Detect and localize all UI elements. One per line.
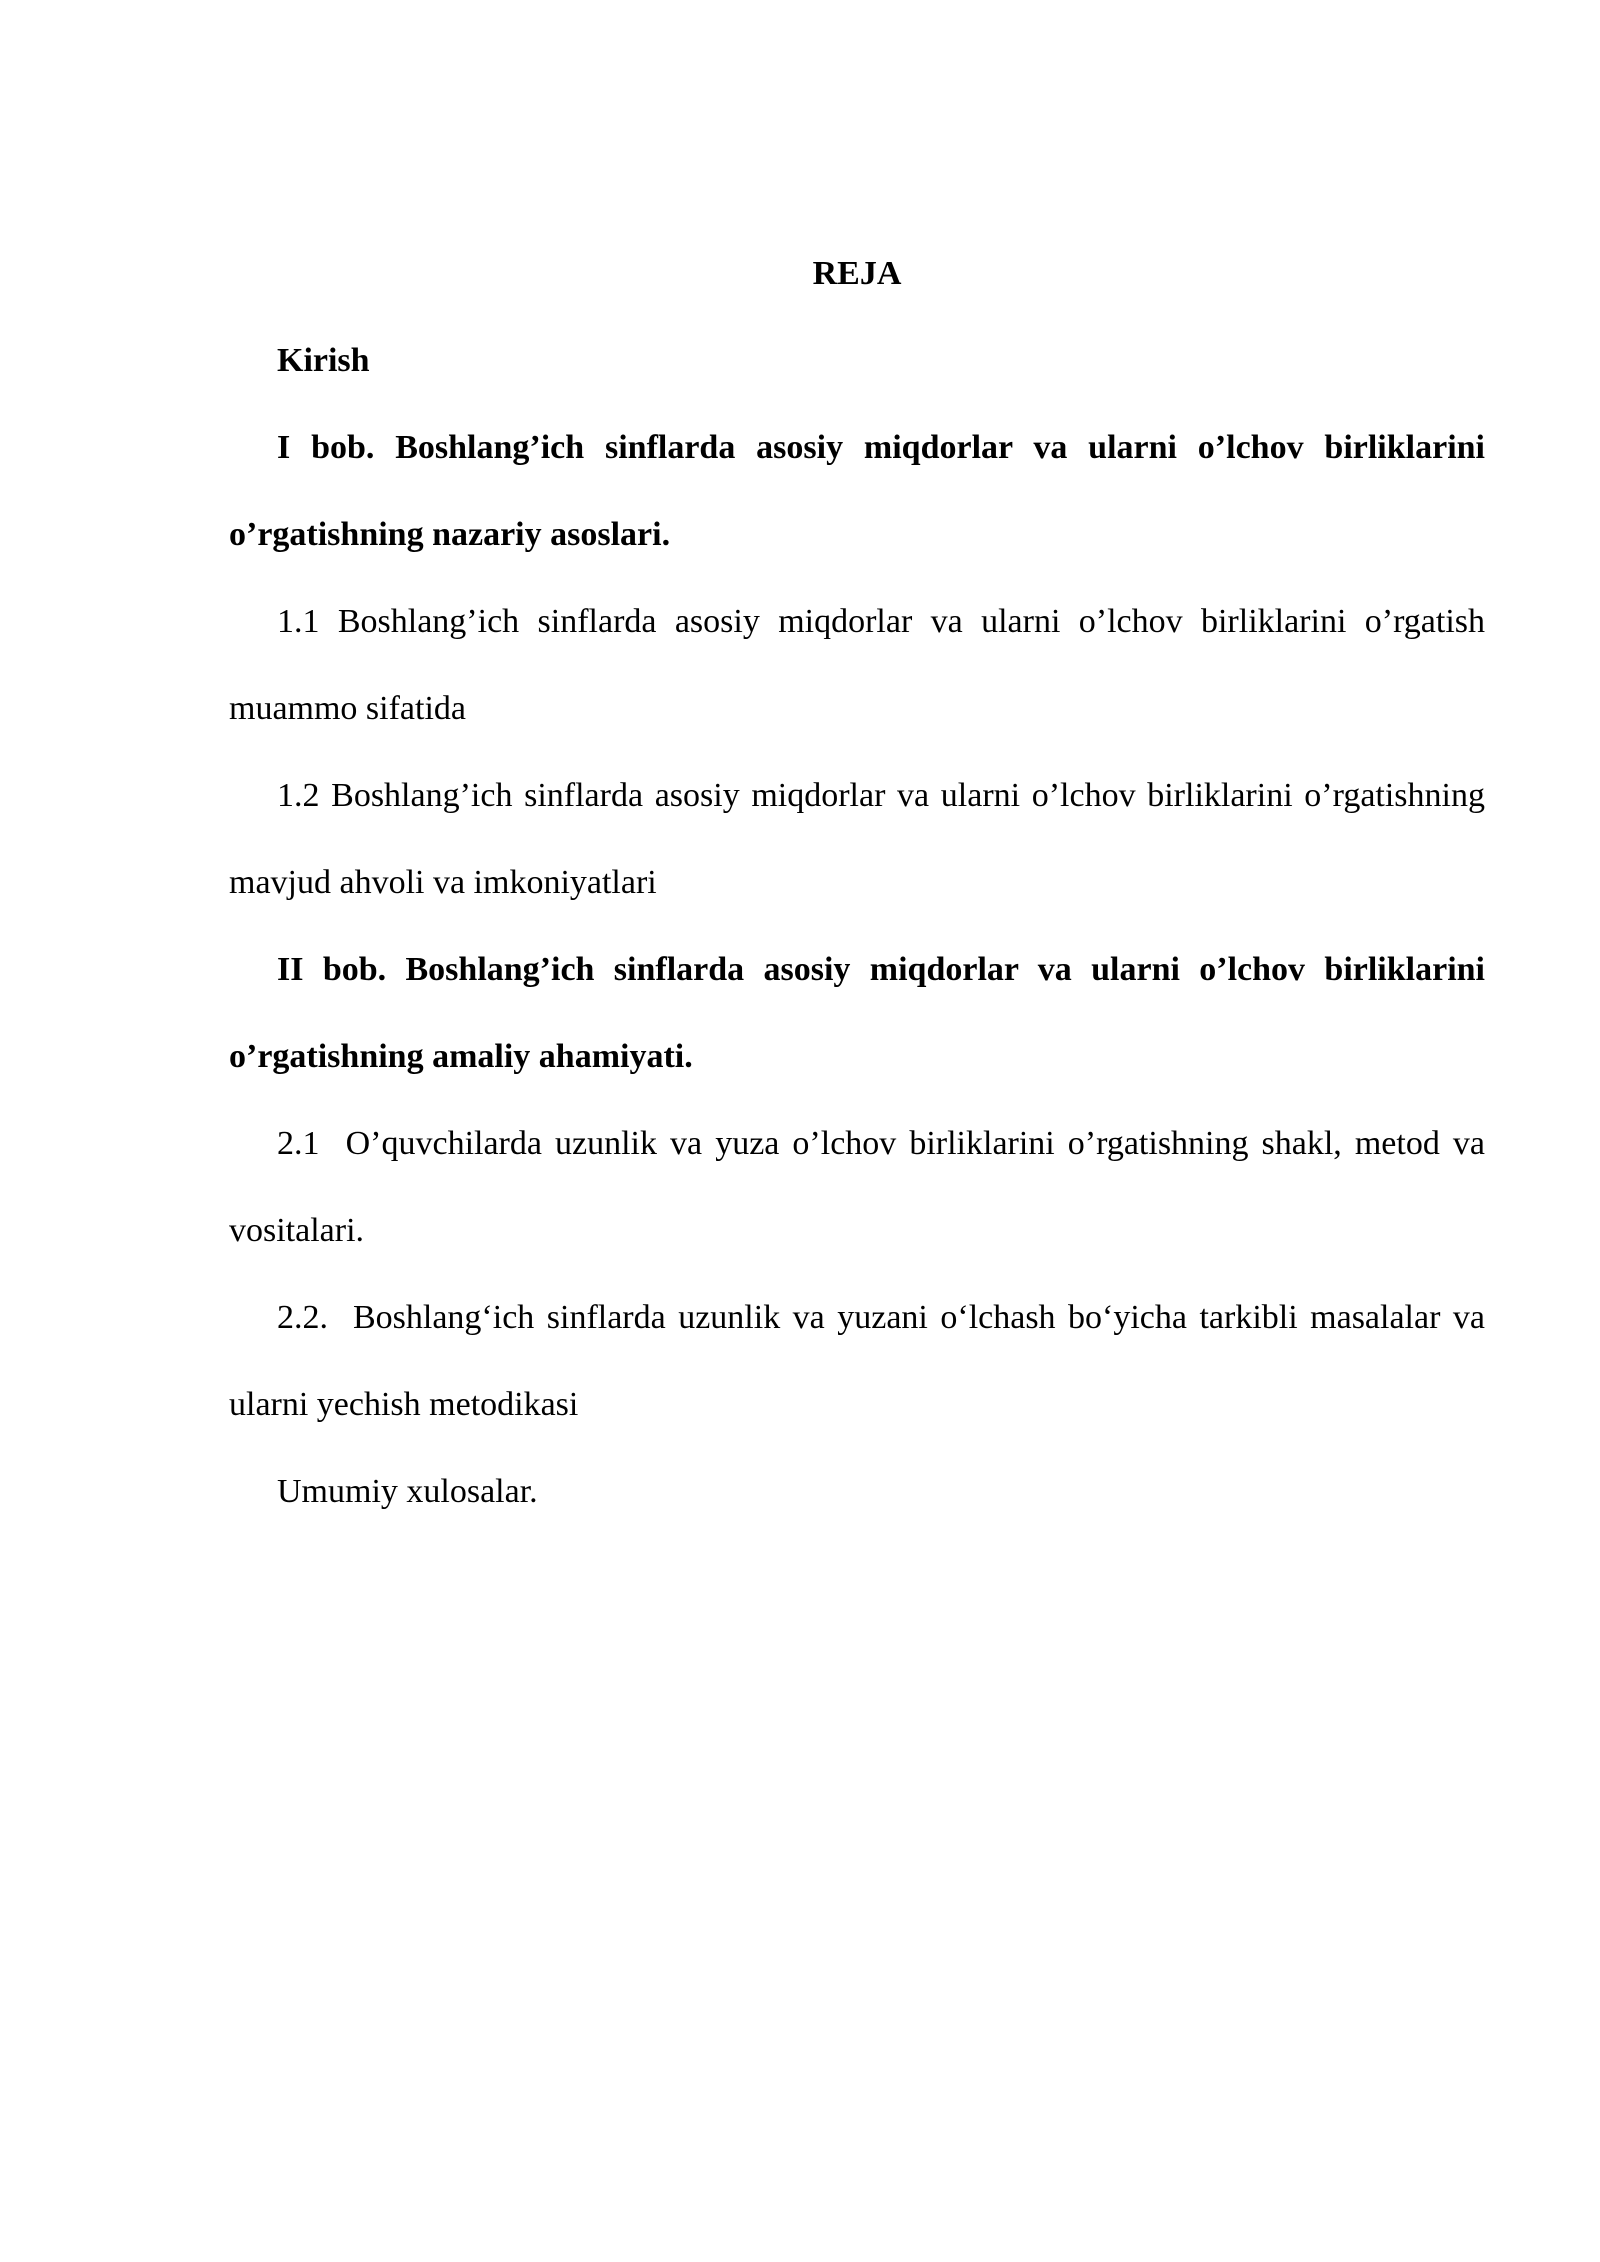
toc-item-conclusions: Umumiy xulosalar. [277,1473,538,1510]
toc-chapter-2: II bob. Boshlang’ich sinflarda asosiy miqdorlar va ularni o’lchov birliklarini o’rgatishning amaliy ahamiyati. [229,951,1485,1075]
toc-section-1-2: 1.2 Boshlang’ich sinflarda asosiy miqdorlar va ularni o’lchov birliklarini o’rgatishning mavjud ahvoli va imkoniyatlari [229,777,1494,901]
page-title: REJA [812,255,902,292]
toc-section-2-2: 2.2. Boshlang‘ich sinflarda uzunlik va yuzani o‘lchash bo‘yicha tarkibli masalalar va ularni yechish metodikasi [229,1299,1494,1423]
toc-section-2-1: 2.1 O’quvchilarda uzunlik va yuza o’lchov birliklarini o’rgatishning shakl, metod va vositalari. [229,1125,1494,1249]
toc-item-intro: Kirish [277,342,370,379]
toc-section-1-1: 1.1 Boshlang’ich sinflarda asosiy miqdorlar va ularni o’lchov birliklarini o’rgatish muammo sifatida [229,603,1494,727]
document-content [229,230,1494,1535]
toc-chapter-1: I bob. Boshlang’ich sinflarda asosiy miqdorlar va ularni o’lchov birliklarini o’rgatishning nazariy asoslari. [229,429,1485,553]
